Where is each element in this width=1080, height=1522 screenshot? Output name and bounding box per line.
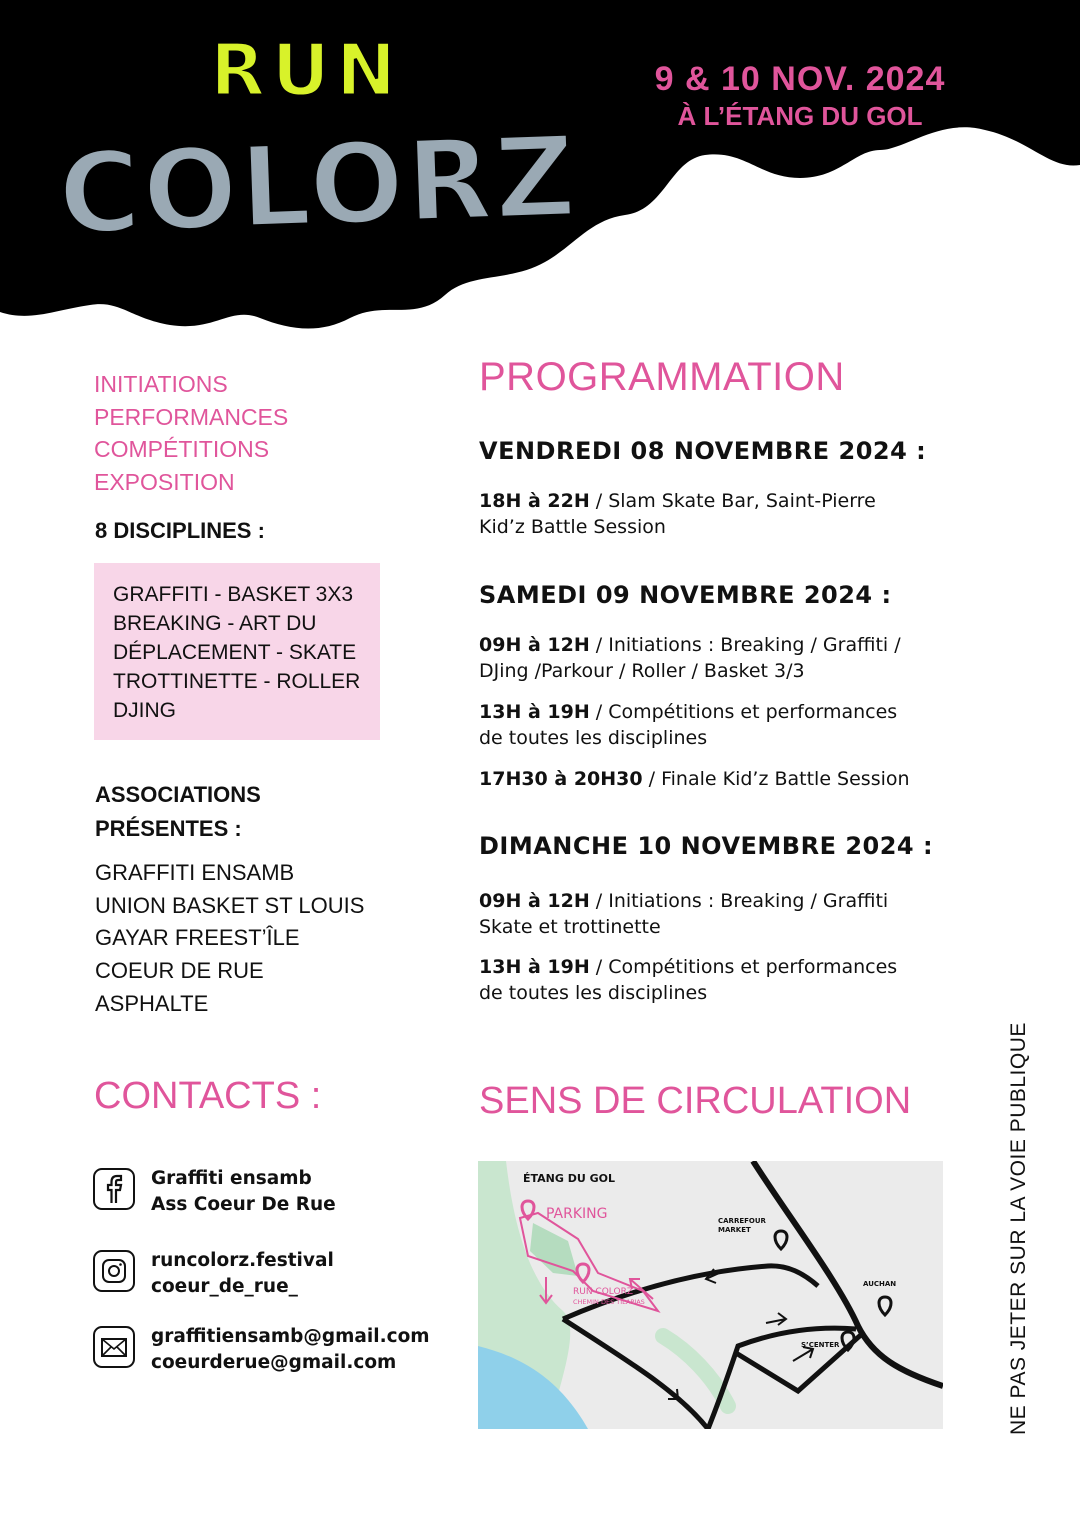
instagram-account: coeur_de_rue_ — [151, 1276, 298, 1297]
activities-list — [94, 368, 288, 498]
email-address: graffitiensamb@gmail.com — [151, 1326, 430, 1347]
discipline-line: BREAKING - ART DU — [113, 612, 317, 635]
association-item: ASPHALTE — [95, 990, 209, 1016]
discipline-line: DJING — [113, 699, 176, 722]
map-label: AUCHAN — [863, 1280, 897, 1288]
discipline-line: GRAFFITI - BASKET 3X3 — [113, 583, 354, 606]
circulation-map — [478, 1161, 943, 1429]
entry-line: / Compétitions et performances — [589, 701, 898, 723]
map-label: ÉTANG DU GOL — [523, 1172, 616, 1185]
facebook-account: Graffiti ensamb — [151, 1168, 312, 1189]
discipline-line: TROTTINETTE - ROLLER — [113, 670, 361, 693]
entry-line: / Finale Kid’z Battle Session — [642, 768, 910, 790]
association-item: GRAFFITI ENSAMB — [95, 860, 295, 885]
entry-line: DJing /Parkour / Roller / Basket 3/3 — [479, 660, 805, 682]
entry-line: / Initiations : Breaking / Graffiti — [589, 890, 889, 912]
mail-icon — [93, 1326, 135, 1368]
event-dates — [600, 60, 1000, 132]
activity-item: INITIATIONS — [94, 371, 228, 397]
map-label: CHEMIN DES TILAPIAS — [573, 1298, 645, 1306]
dates-line: 9 & 10 NOV. 2024 — [654, 60, 946, 98]
activity-item: PERFORMANCES — [94, 403, 289, 430]
location-line: À L’ÉTANG DU GOL — [677, 101, 923, 131]
contact-instagram[interactable] — [93, 1248, 463, 1300]
entry-time: 17H30 à 20H30 — [479, 768, 643, 790]
entry-line: Kid’z Battle Session — [479, 516, 666, 538]
map-label: RUN COLORZ — [573, 1287, 633, 1297]
map-label: MARKET — [718, 1226, 751, 1234]
side-note: NE PAS JETER SUR LA VOIE PUBLIQUE — [1007, 1022, 1030, 1435]
logo-colorz: COLORZ — [56, 112, 580, 261]
associations-title-line: ASSOCIATIONS — [95, 782, 261, 807]
logo-run: RUN — [210, 28, 403, 112]
instagram-icon — [93, 1250, 135, 1292]
association-item: UNION BASKET ST LOUIS — [95, 892, 365, 918]
entry-line: de toutes les disciplines — [479, 727, 708, 749]
entry-time: 13H à 19H — [479, 956, 590, 978]
instagram-account: runcolorz.festival — [151, 1250, 334, 1271]
circulation-title: SENS DE CIRCULATION — [479, 1080, 912, 1122]
email-address: coeurderue@gmail.com — [151, 1352, 397, 1373]
association-item: GAYAR FREEST’ÎLE — [95, 925, 300, 951]
programme-title: PROGRAMMATION — [479, 355, 845, 399]
schedule-entry — [479, 699, 969, 751]
disciplines-title: 8 DISCIPLINES : — [95, 518, 265, 543]
schedule-entry — [479, 888, 969, 940]
instagram-accounts — [151, 1248, 334, 1300]
entry-time: 09H à 12H — [479, 890, 590, 912]
entry-line: de toutes les disciplines — [479, 982, 708, 1004]
entry-time: 13H à 19H — [479, 701, 590, 723]
facebook-accounts — [151, 1166, 336, 1218]
discipline-line: DÉPLACEMENT - SKATE — [113, 641, 357, 664]
associations-title — [95, 778, 355, 846]
run-colorz-logo — [40, 20, 600, 270]
day-title-sunday: DIMANCHE 10 NOVEMBRE 2024 : — [479, 832, 934, 860]
facebook-account: Ass Coeur De Rue — [151, 1194, 336, 1215]
entry-line: / Slam Skate Bar, Saint-Pierre — [589, 490, 876, 512]
day-title-friday: VENDREDI 08 NOVEMBRE 2024 : — [479, 437, 927, 465]
map-label: PARKING — [546, 1206, 608, 1222]
schedule-entry — [479, 488, 969, 540]
entry-line: / Compétitions et performances — [589, 956, 898, 978]
entry-line: / Initiations : Breaking / Graffiti / — [589, 634, 901, 656]
map-label: CARREFOUR — [718, 1217, 766, 1225]
associations-list — [95, 857, 364, 1021]
entry-line: Skate et trottinette — [479, 916, 661, 938]
schedule-entry — [479, 954, 969, 1006]
contact-email[interactable] — [93, 1324, 463, 1376]
contact-facebook[interactable] — [93, 1166, 463, 1218]
facebook-icon — [93, 1168, 135, 1210]
email-addresses — [151, 1324, 430, 1376]
activity-item: COMPÉTITIONS — [94, 436, 270, 462]
entry-time: 09H à 12H — [479, 634, 590, 656]
map-label: S’CENTER — [801, 1341, 840, 1349]
schedule-entry — [479, 632, 969, 684]
contacts-title: CONTACTS : — [94, 1075, 322, 1117]
associations-title-line: PRÉSENTES : — [95, 816, 242, 841]
disciplines-box — [94, 563, 380, 740]
day-title-saturday: SAMEDI 09 NOVEMBRE 2024 : — [479, 581, 892, 609]
association-item: COEUR DE RUE — [95, 958, 264, 984]
entry-time: 18H à 22H — [479, 490, 590, 512]
schedule-entry — [479, 766, 969, 792]
activity-item: EXPOSITION — [94, 468, 235, 495]
